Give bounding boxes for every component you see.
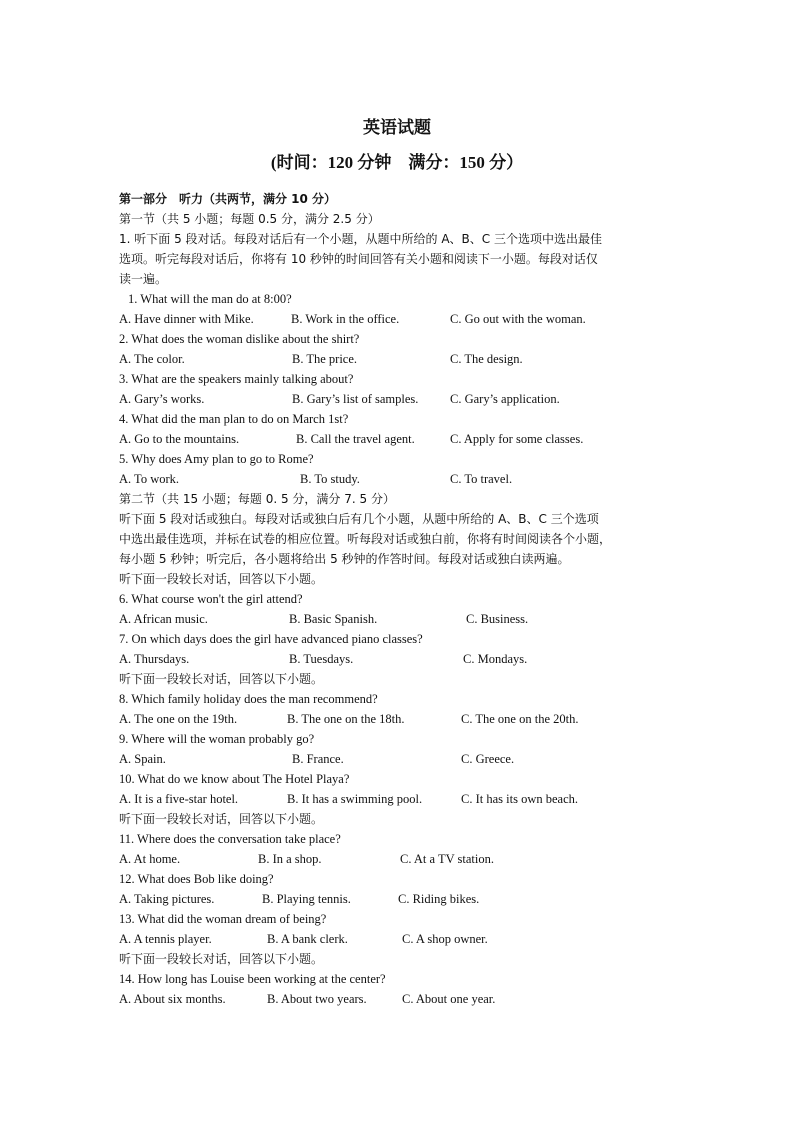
question-7-options <box>119 649 679 669</box>
option-c: C. The one on the 20th. <box>461 712 579 726</box>
option-b: B. Tuesdays. <box>289 652 354 666</box>
option-b: B. Playing tennis. <box>262 892 351 906</box>
option-b: B. Gary’s list of samples. <box>292 392 419 406</box>
question-1: 1. What will the man do at 8:00? <box>128 292 292 306</box>
option-c: C. A shop owner. <box>402 932 488 946</box>
question-13-options <box>119 929 679 949</box>
question-7: 7. On which days does the girl have advanced piano classes? <box>119 632 423 646</box>
option-b: B. About two years. <box>267 992 367 1006</box>
option-b: B. In a shop. <box>258 852 322 866</box>
question-3-options <box>119 389 679 409</box>
option-c: C. Mondays. <box>463 652 528 666</box>
option-a: A. The color. <box>119 352 185 366</box>
question-10: 10. What do we know about The Hotel Playa? <box>119 772 350 786</box>
option-b: B. The price. <box>292 352 358 366</box>
question-9: 9. Where will the woman probably go? <box>119 732 315 746</box>
listen-prompt: 听下面一段较长对话，回答以下小题。 <box>119 672 324 686</box>
question-4: 4. What did the man plan to do on March 1st? <box>119 412 349 426</box>
question-12: 12. What does Bob like doing? <box>119 872 274 886</box>
option-a: A. Gary’s works. <box>119 392 205 406</box>
question-5-options <box>119 469 679 489</box>
option-a: A. A tennis player. <box>119 932 212 946</box>
question-13: 13. What did the woman dream of being? <box>119 912 327 926</box>
option-a: A. It is a five-star hotel. <box>119 792 239 806</box>
question-11-options <box>119 849 679 869</box>
listen-prompt: 听下面一段较长对话，回答以下小题。 <box>119 812 324 826</box>
question-14: 14. How long has Louise been working at the center? <box>119 972 386 986</box>
instruction-line: 1. 听下面 5 段对话。每段对话后有一个小题，从题中所给的 A、B、C 三个选项中选出最佳 <box>119 232 602 246</box>
question-2-options <box>119 349 679 369</box>
question-10-options <box>119 789 679 809</box>
option-c: C. Gary’s application. <box>450 392 560 406</box>
question-12-options <box>119 889 679 909</box>
option-a: A. To work. <box>119 472 180 486</box>
question-14-options <box>119 989 679 1009</box>
option-c: C. Greece. <box>461 752 515 766</box>
question-1-options <box>119 309 679 329</box>
option-a: A. Thursdays. <box>119 652 190 666</box>
question-8: 8. Which family holiday does the man recommend? <box>119 692 378 706</box>
option-c: C. About one year. <box>402 992 496 1006</box>
exam-subtitle: (时间：120 分钟 满分：150 分） <box>270 153 524 172</box>
listen-prompt: 听下面一段较长对话，回答以下小题。 <box>119 572 324 586</box>
option-a: A. African music. <box>119 612 208 626</box>
option-a: A. About six months. <box>119 992 226 1006</box>
question-6: 6. What course won't the girl attend? <box>119 592 303 606</box>
instruction-line: 听下面 5 段对话或独白。每段对话或独白后有几个小题，从题中所给的 A、B、C 三个选项 <box>119 512 599 526</box>
section-heading: 第二节（共 15 小题；每题 0. 5 分，满分 7. 5 分） <box>119 492 395 506</box>
option-b: B. Work in the office. <box>291 312 400 326</box>
question-6-options <box>119 609 679 629</box>
option-b: B. Basic Spanish. <box>289 612 378 626</box>
option-b: B. Call the travel agent. <box>296 432 415 446</box>
instruction-line: 读一遍。 <box>119 272 168 286</box>
instruction-line: 每小题 5 秒钟；听完后，各小题将给出 5 秒钟的作答时间。每段对话或独白读两遍。 <box>119 552 570 566</box>
option-a: A. Taking pictures. <box>119 892 215 906</box>
option-a: A. The one on the 19th. <box>119 712 238 726</box>
question-8-options <box>119 709 679 729</box>
question-2: 2. What does the woman dislike about the shirt? <box>119 332 360 346</box>
option-b: B. The one on the 18th. <box>287 712 405 726</box>
exam-title: 英语试题 <box>363 118 431 137</box>
option-a: A. At home. <box>119 852 181 866</box>
option-c: C. At a TV station. <box>400 852 494 866</box>
question-11: 11. Where does the conversation take place? <box>119 832 341 846</box>
instruction-line: 中选出最佳选项，并标在试卷的相应位置。听每段对话或独白前，你将有时间阅读各个小题， <box>119 532 612 546</box>
option-c: C. It has its own beach. <box>461 792 578 806</box>
option-c: C. Riding bikes. <box>398 892 480 906</box>
instruction-line: 选项。听完每段对话后，你将有 10 秒钟的时间回答有关小题和阅读下一小题。每段对话仅 <box>119 252 598 266</box>
section-heading: 第一节（共 5 小题；每题 0.5 分，满分 2.5 分） <box>119 212 380 226</box>
option-c: C. Apply for some classes. <box>450 432 584 446</box>
option-b: B. It has a swimming pool. <box>287 792 423 806</box>
option-b: B. A bank clerk. <box>267 932 348 946</box>
exam-content <box>119 189 679 1009</box>
option-a: A. Have dinner with Mike. <box>119 312 254 326</box>
question-3: 3. What are the speakers mainly talking about? <box>119 372 354 386</box>
option-b: B. France. <box>292 752 344 766</box>
option-a: A. Go to the mountains. <box>119 432 240 446</box>
option-b: B. To study. <box>300 472 360 486</box>
question-4-options <box>119 429 679 449</box>
option-a: A. Spain. <box>119 752 166 766</box>
option-c: C. The design. <box>450 352 523 366</box>
option-c: C. Business. <box>466 612 529 626</box>
option-c: C. To travel. <box>450 472 513 486</box>
option-c: C. Go out with the woman. <box>450 312 586 326</box>
question-9-options <box>119 749 679 769</box>
part-heading: 第一部分 听力（共两节，满分 10 分） <box>119 192 337 206</box>
listen-prompt: 听下面一段较长对话，回答以下小题。 <box>119 952 324 966</box>
question-5: 5. Why does Amy plan to go to Rome? <box>119 452 314 466</box>
